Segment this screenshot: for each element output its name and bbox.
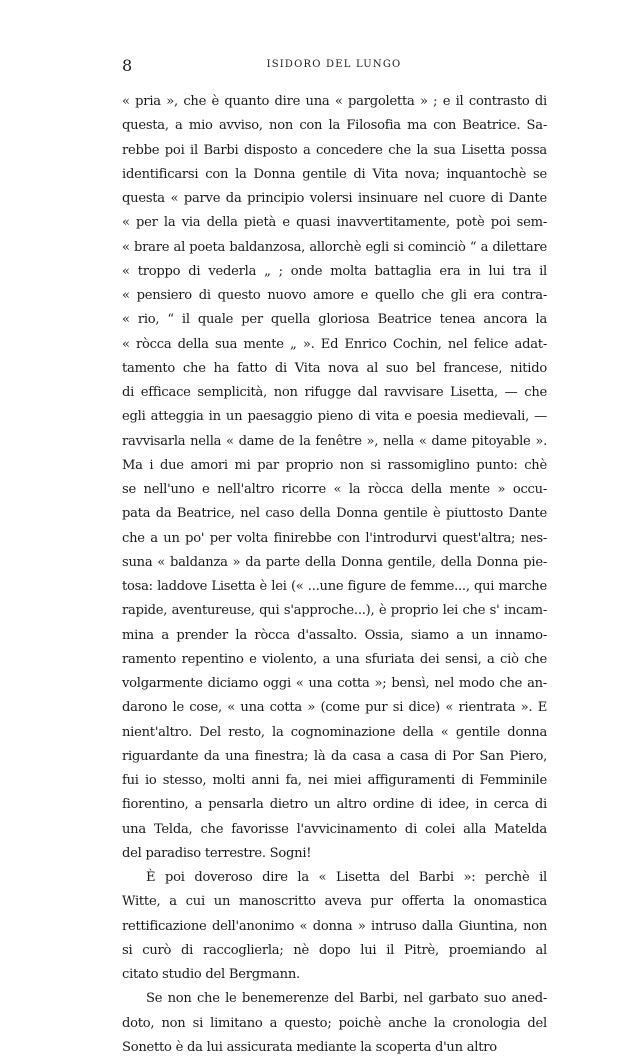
text-line: Sonetto è da lui assicurata mediante la scoperta d'un altro [122, 1039, 497, 1055]
text-line: tosa: laddove Lisetta è lei (« ...une figure de femme..., qui marche [122, 579, 547, 594]
text-line: « per la via della pietà e quasi inavvertitamente, potè poi sem- [122, 215, 547, 231]
text-line: di efficace semplicità, non rifugge dal ravvisare Lisetta, — che [122, 385, 547, 400]
text-line: pata da Beatrice, nel caso della Donna gentile è piuttosto Dante [122, 506, 547, 522]
text-line: rettificazione dell'anonimo « donna » intruso dalla Giuntina, non [122, 918, 547, 934]
text-line: volgarmente diciamo oggi « una cotta »; bensì, nel modo che an- [122, 676, 547, 691]
text-line: « brare al poeta baldanzosa, allorchè egli si cominciò “ a dilettare [122, 239, 547, 255]
text-line: nient'altro. Del resto, la cognominazione della « gentile donna [122, 724, 547, 740]
text-line: rebbe poi il Barbi disposto a concedere che la sua Lisetta possa [122, 142, 547, 158]
text-line: « troppo di vederla „ ; onde molta battaglia era in lui tra il [122, 263, 547, 279]
text-line: ramento repentino e violento, a una sfuriata dei sensi, a ciò che [122, 651, 547, 667]
body-text [122, 90, 547, 1060]
page-number: 8 [122, 56, 133, 75]
text-line: rapide, aventureuse, qui s'approche...), è proprio lei che s' incam- [122, 603, 547, 619]
text-line: citato studio del Bergmann. [122, 967, 300, 982]
text-line: una Telda, che favorisse l'avvicinamento di colei alla Matelda [122, 821, 547, 837]
paragraph [122, 866, 547, 987]
text-line: suna « baldanza » da parte della Donna gentile, della Donna pie- [122, 554, 547, 570]
text-line: tamento che ha fatto di Vita nova al suo bel francese, nitido [122, 360, 547, 376]
text-line: « pria », che è quanto dire una « pargoletta » ; e il contrasto di [122, 94, 547, 109]
text-line: fiorentino, a pensarla dietro un altro ordine di idee, in cerca di [122, 797, 547, 813]
text-line: È poi doveroso dire la « Lisetta del Barbi »: perchè il [146, 870, 547, 885]
text-line: Ma i due amori mi par proprio non si rassomiglino punto: chè [122, 457, 547, 473]
paragraph [122, 90, 547, 866]
text-line: Se non che le benemerenze del Barbi, nel garbato suo aned- [146, 991, 547, 1007]
text-line: darono le cose, « una cotta » (come pur si dice) « rientrata ». E [122, 700, 547, 716]
text-line: fui io stesso, molti anni fa, nei miei affiguramenti di Femminile [122, 773, 547, 788]
text-line: « pensiero di questo nuovo amore e quello che gli era contra- [122, 288, 547, 303]
paragraph [122, 987, 547, 1060]
text-line: questa, a mio avviso, non con la Filosofia ma con Beatrice. Sa- [122, 118, 547, 134]
text-line: mina a prender la ròcca d'assalto. Ossia, siamo a un innamo- [122, 627, 547, 643]
text-line: ravvisarla nella « dame de la fenêtre », nella « dame pitoyable ». [122, 433, 547, 449]
text-line: riguardante da una finestra; là da casa a casa di Por San Piero, [122, 748, 547, 764]
text-line: Witte, a cui un manoscritto aveva pur offerta la onomastica [122, 894, 547, 910]
text-line: egli atteggia in un paesaggio pieno di vita e poesia medievali, — [122, 409, 547, 425]
text-line: identificarsi con la Donna gentile di Vita nova; inquantochè se [122, 166, 547, 182]
running-head: ISIDORO DEL LUNGO [266, 59, 402, 70]
text-line: doto, non si limitano a questo; poichè anche la cronologia del [122, 1015, 547, 1031]
text-line: questa « parve da principio volersi insinuare nel cuore di Dante [122, 191, 547, 206]
text-line: si curò di raccoglierla; nè dopo lui il Pitrè, proemiando al [122, 942, 547, 958]
text-line: che a un po' per volta finirebbe con l'introdurvi quest'altra; nes- [122, 530, 547, 546]
text-line: « rio, “ il quale per quella gloriosa Beatrice tenea ancora la [122, 312, 547, 328]
page-header [122, 56, 546, 76]
text-line: del paradiso terrestre. Sogni! [122, 845, 312, 861]
text-line: « ròcca della sua mente „ ». Ed Enrico Cochin, nel felice adat- [122, 336, 547, 352]
text-line: se nell'uno e nell'altro ricorre « la ròcca della mente » occu- [122, 482, 547, 497]
